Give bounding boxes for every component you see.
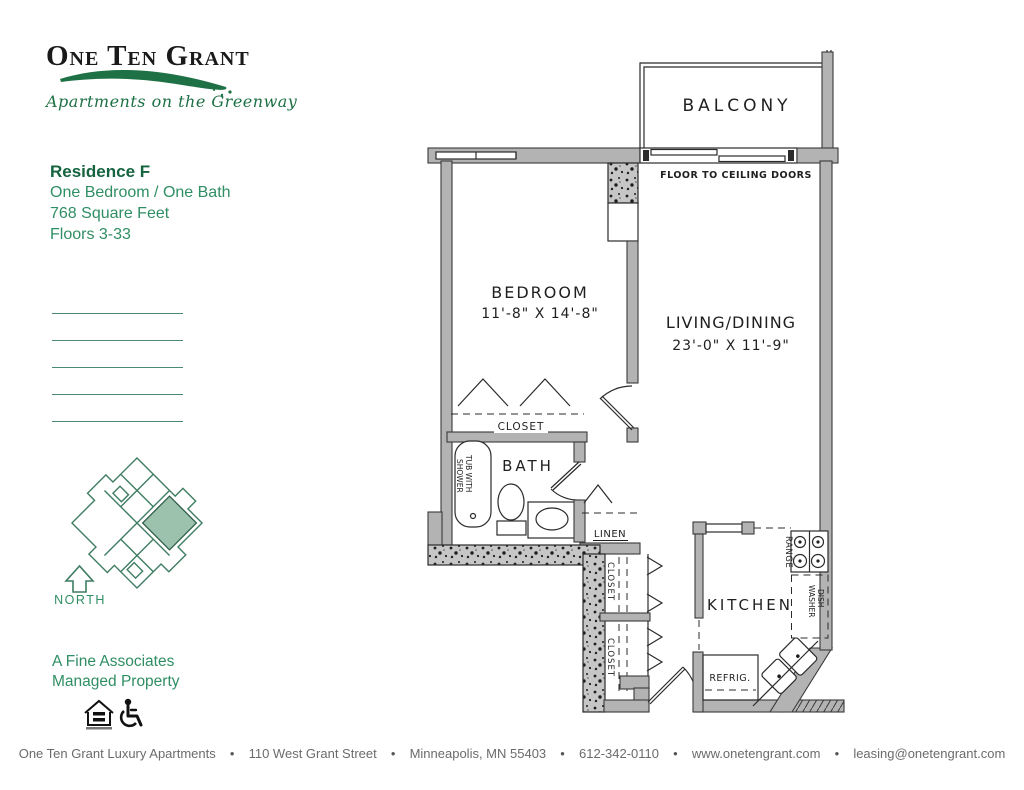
toilet-icon	[497, 484, 526, 535]
north-label: NORTH	[54, 593, 106, 607]
bedroom-closet-label: CLOSET	[497, 421, 545, 433]
kitchen-label: KITCHEN	[707, 596, 793, 614]
floorplan	[428, 50, 844, 712]
footer-bullet: ●	[229, 749, 235, 758]
logo-title: One Ten Grant	[46, 40, 250, 72]
wheelchair-icon	[121, 699, 141, 726]
living-right-wall	[820, 161, 832, 650]
hall-closet-2-label: CLOSET	[605, 638, 615, 678]
site-map	[54, 443, 217, 607]
linen-closet	[580, 485, 640, 554]
footer	[0, 746, 1024, 761]
living-dims: 23'-0" X 11'-9"	[672, 338, 790, 354]
footer-bullet: ●	[673, 749, 678, 758]
left-wall-step	[428, 512, 442, 546]
bedroom-door	[600, 386, 634, 430]
hall-structural-wall	[583, 554, 605, 712]
rule-line	[52, 394, 183, 395]
entry-door	[648, 667, 698, 704]
north-arrow-icon	[66, 566, 93, 592]
footer-item-phone: 612-342-0110	[579, 746, 659, 761]
rule-line	[52, 340, 183, 341]
left-wall	[441, 161, 452, 545]
residence-floors: Floors 3-33	[50, 226, 131, 243]
rule-line	[52, 313, 183, 314]
svg-text:SHOWER: SHOWER	[455, 459, 464, 493]
living-label: LIVING/DINING	[665, 313, 797, 332]
bath-bottom-wall	[428, 545, 600, 565]
bedroom-label: BEDROOM	[491, 283, 589, 302]
logo-tagline: Apartments on the Greenway	[46, 92, 298, 111]
kitchen-sink-icon	[759, 637, 818, 696]
floor-to-ceiling-label: FLOOR TO CEILING DOORS	[660, 170, 812, 181]
svg-text:TUB WITH: TUB WITH	[464, 455, 473, 493]
range-label: RANGE	[783, 536, 793, 569]
balcony-right-pier	[822, 52, 833, 150]
bedroom-window-wall	[428, 148, 640, 163]
footer-item-website: www.onetengrant.com	[691, 746, 821, 761]
tub-label	[455, 454, 473, 493]
managed-line-1: A Fine Associates	[52, 653, 175, 670]
rule-line	[52, 421, 183, 422]
footer-bullet: ●	[834, 749, 840, 758]
footer-item-email: leasing@onetengrant.com	[853, 746, 1006, 761]
balcony-label: BALCONY	[682, 96, 792, 116]
residence-sqft: 768 Square Feet	[50, 205, 170, 222]
bath-sink-icon	[528, 502, 576, 538]
footer-bullet: ●	[560, 749, 565, 758]
hall-closet-1-label: CLOSET	[605, 562, 615, 602]
linen-label: LINEN	[593, 529, 627, 540]
footer-item-address: 110 West Grant Street	[248, 746, 377, 761]
refrig-label: REFRIG.	[709, 673, 751, 684]
footer-item-city: Minneapolis, MN 55403	[409, 746, 547, 761]
bedroom-dims: 11'-8" X 14'-8"	[481, 306, 599, 322]
footer-bullet: ●	[390, 749, 396, 758]
divider-wall	[608, 163, 638, 442]
balcony-door-wall	[640, 148, 838, 163]
residence-name: Residence F	[50, 162, 151, 181]
bath-label: BATH	[502, 457, 554, 475]
managed-line-2: Managed Property	[52, 673, 180, 690]
equal-housing-icon	[85, 701, 113, 730]
svg-text:WASHER: WASHER	[807, 585, 816, 618]
svg-text:DISH: DISH	[816, 589, 825, 608]
range-icon	[791, 531, 828, 572]
residence-beds-baths: One Bedroom / One Bath	[50, 184, 231, 201]
rule-line	[52, 367, 183, 368]
footer-item-name: One Ten Grant Luxury Apartments	[18, 746, 216, 761]
